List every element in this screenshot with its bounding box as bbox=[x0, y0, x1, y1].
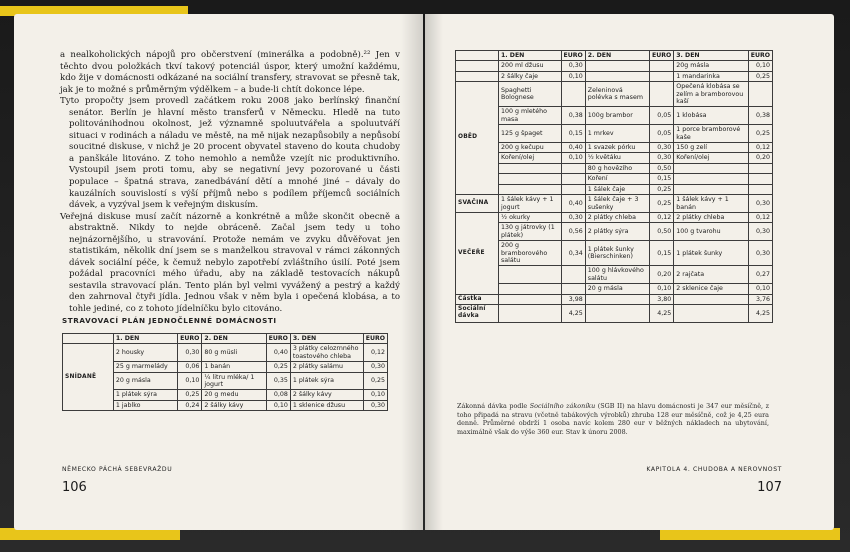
item-cell: 1 sklenice džusu bbox=[290, 400, 363, 410]
price-cell: 0,50 bbox=[649, 163, 673, 173]
item-cell bbox=[585, 304, 649, 322]
page-number: 106 bbox=[62, 480, 87, 495]
price-cell: 0,25 bbox=[748, 125, 772, 143]
item-cell bbox=[674, 174, 748, 184]
item-cell: 100g brambor bbox=[585, 107, 649, 125]
paragraph: Tyto propočty jsem provedl začátkem roku 2008 jako berlínský finanční senátor. Berlín je hlavní město transferů v Německu. Hledě na tuto politovánihodnou okolnost, jež významně spoluutvářela a spoluutváří situaci v rodinách a náladu ve městě, na mě nijak nezapůsobily a nepůsobí soucitné diskuse, v nichž je 20 procent obyvatel staveno do kouta chudoby a panškále litováno. Z toho nemohlo a nemůže vzejít nic produktivního. Vystoupil jsem proti tomu, aby se negativní jevy pozorované u části populace – špatná strava, zanedbávání dětí a mnohé jiné – dávaly do kauzálních souvislostí s výší příjmů nebo s podílem příjemců sociálních dávek, a vyzýval jsem k veřejným diskusím. bbox=[60, 96, 400, 211]
price-cell: 0,15 bbox=[561, 125, 585, 143]
meal-label bbox=[456, 61, 499, 71]
price-cell: 0,30 bbox=[748, 195, 772, 213]
item-cell bbox=[499, 266, 562, 284]
column-header: EURO bbox=[748, 51, 772, 61]
price-cell: 0,12 bbox=[649, 212, 673, 222]
table-header-row bbox=[456, 51, 773, 61]
price-cell: 0,05 bbox=[649, 107, 673, 125]
price-cell: 0,38 bbox=[748, 107, 772, 125]
meal-label: SVAČINA bbox=[456, 195, 499, 213]
price-cell: 0,25 bbox=[748, 71, 772, 81]
column-header: EURO bbox=[266, 334, 290, 344]
price-cell: 0,40 bbox=[561, 195, 585, 213]
table-row bbox=[456, 294, 773, 304]
price-cell: 0,20 bbox=[748, 153, 772, 163]
table-footnote bbox=[457, 402, 769, 436]
column-header: 1. DEN bbox=[113, 334, 177, 344]
item-cell bbox=[674, 304, 748, 322]
price-cell: 0,30 bbox=[561, 212, 585, 222]
item-cell: 2 plátky chleba bbox=[674, 212, 748, 222]
price-cell: 0,38 bbox=[561, 107, 585, 125]
running-head: NĚMECKO PÁCHÁ SEBEVRAŽDU bbox=[62, 466, 173, 473]
table-header-row bbox=[63, 334, 388, 344]
price-cell bbox=[748, 82, 772, 107]
price-cell bbox=[561, 82, 585, 107]
price-cell: 0,05 bbox=[649, 125, 673, 143]
item-cell: ½ květáku bbox=[585, 153, 649, 163]
item-cell: 20 g másla bbox=[113, 372, 177, 390]
table-row bbox=[456, 107, 773, 125]
item-cell: 2 sklenice čaje bbox=[674, 284, 748, 294]
table-row bbox=[456, 82, 773, 107]
item-cell bbox=[585, 61, 649, 71]
item-cell bbox=[499, 294, 562, 304]
item-cell: 150 g zelí bbox=[674, 143, 748, 153]
gutter-shadow bbox=[425, 14, 443, 530]
price-cell: 0,30 bbox=[748, 223, 772, 241]
item-cell: 1 plátek šunky (Bierschinken) bbox=[585, 241, 649, 266]
item-cell bbox=[499, 163, 562, 173]
column-header: 2. DEN bbox=[585, 51, 649, 61]
item-cell: Opečená klobása se zelím a bramborovou kaší bbox=[674, 82, 748, 107]
right-page bbox=[425, 14, 834, 530]
price-cell bbox=[649, 71, 673, 81]
page-number: 107 bbox=[757, 480, 782, 495]
item-cell: 1 šálek kávy + 1 banán bbox=[674, 195, 748, 213]
price-cell: 0,10 bbox=[748, 61, 772, 71]
table-row bbox=[456, 163, 773, 173]
price-cell: 0,10 bbox=[649, 284, 673, 294]
section-title: STRAVOVACÍ PLÁN JEDNOČLENNÉ DOMÁCNOSTI bbox=[62, 316, 277, 325]
price-cell bbox=[561, 284, 585, 294]
price-cell: 4,25 bbox=[649, 304, 673, 322]
price-cell bbox=[561, 266, 585, 284]
price-cell: 0,10 bbox=[266, 400, 290, 410]
item-cell: 2 plátky sýra bbox=[585, 223, 649, 241]
item-cell bbox=[499, 184, 562, 194]
price-cell: 0,10 bbox=[178, 372, 202, 390]
price-cell bbox=[561, 163, 585, 173]
table-row bbox=[456, 125, 773, 143]
price-cell: 0,25 bbox=[649, 184, 673, 194]
item-cell: 1 porce bramborové kaše bbox=[674, 125, 748, 143]
price-cell: 3,80 bbox=[649, 294, 673, 304]
table-row bbox=[456, 241, 773, 266]
item-cell: 2 šálky čaje bbox=[499, 71, 562, 81]
item-cell: Spaghetti Bolognese bbox=[499, 82, 562, 107]
price-cell: 0,35 bbox=[266, 372, 290, 390]
price-cell: 0,30 bbox=[561, 61, 585, 71]
price-cell bbox=[748, 163, 772, 173]
item-cell: ¼ litru mléka/ 1 jogurt bbox=[202, 372, 266, 390]
item-cell: 1 plátek sýra bbox=[113, 390, 177, 400]
item-cell: 200 g bramborového salátu bbox=[499, 241, 562, 266]
table-row bbox=[456, 143, 773, 153]
price-cell: 0,40 bbox=[561, 143, 585, 153]
price-cell: 0,08 bbox=[266, 390, 290, 400]
item-cell: ½ okurky bbox=[499, 212, 562, 222]
price-cell: 0,12 bbox=[363, 344, 387, 362]
price-cell: 0,30 bbox=[649, 143, 673, 153]
item-cell: 1 banán bbox=[202, 362, 266, 372]
price-cell: 0,34 bbox=[561, 241, 585, 266]
item-cell: 130 g játrovky (1 plátek) bbox=[499, 223, 562, 241]
price-cell: 0,15 bbox=[649, 174, 673, 184]
item-cell: 100 g tvarohu bbox=[674, 223, 748, 241]
price-cell: 0,50 bbox=[649, 223, 673, 241]
price-cell: 0,30 bbox=[178, 344, 202, 362]
table-row bbox=[456, 174, 773, 184]
table-row bbox=[456, 266, 773, 284]
item-cell: 1 plátek sýra bbox=[290, 372, 363, 390]
price-cell: 0,10 bbox=[561, 71, 585, 81]
item-cell bbox=[585, 71, 649, 81]
column-header: 3. DEN bbox=[674, 51, 748, 61]
item-cell: 80 g müsli bbox=[202, 344, 266, 362]
table-row bbox=[63, 344, 388, 362]
price-cell: 0,24 bbox=[178, 400, 202, 410]
price-cell: 4,25 bbox=[561, 304, 585, 322]
table-row bbox=[456, 195, 773, 213]
price-cell: 0,10 bbox=[363, 390, 387, 400]
meal-label: OBĚD bbox=[456, 82, 499, 195]
price-cell: 0,12 bbox=[748, 212, 772, 222]
price-cell: 0,25 bbox=[649, 195, 673, 213]
column-header: EURO bbox=[649, 51, 673, 61]
price-cell bbox=[748, 184, 772, 194]
item-cell: 2 housky bbox=[113, 344, 177, 362]
item-cell: Koření bbox=[585, 174, 649, 184]
item-cell: 2 plátky chleba bbox=[585, 212, 649, 222]
item-cell: Koření/olej bbox=[499, 153, 562, 163]
price-cell: 0,30 bbox=[363, 400, 387, 410]
item-cell: 1 šálek kávy + 1 jogurt bbox=[499, 195, 562, 213]
item-cell bbox=[585, 294, 649, 304]
gutter-shadow bbox=[401, 14, 423, 530]
item-cell: 2 šálky kávy bbox=[290, 390, 363, 400]
column-header: EURO bbox=[178, 334, 202, 344]
table-row bbox=[456, 304, 773, 322]
item-cell: 2 rajčata bbox=[674, 266, 748, 284]
item-cell: 1 šálek čaje bbox=[585, 184, 649, 194]
price-cell: 0,20 bbox=[649, 266, 673, 284]
meal-label: Částka bbox=[456, 294, 499, 304]
price-cell: 0,30 bbox=[649, 153, 673, 163]
column-header: EURO bbox=[363, 334, 387, 344]
running-head: KAPITOLA 4. CHUDOBA A NEROVNOST bbox=[646, 466, 782, 473]
price-cell: 0,30 bbox=[748, 241, 772, 266]
footnote-lead: Zákonná dávka podle bbox=[457, 402, 530, 410]
table-row bbox=[456, 153, 773, 163]
item-cell: 3 plátky celozrnného toastového chleba bbox=[290, 344, 363, 362]
item-cell: 2 šálky kávy bbox=[202, 400, 266, 410]
column-header: 1. DEN bbox=[499, 51, 562, 61]
item-cell: 100 g mletého masa bbox=[499, 107, 562, 125]
item-cell: 200 ml džusu bbox=[499, 61, 562, 71]
price-cell: 0,10 bbox=[561, 153, 585, 163]
meal-plan-table-continued bbox=[455, 50, 773, 323]
meal-label: SNÍDANĚ bbox=[63, 344, 114, 411]
item-cell: 200 g kečupu bbox=[499, 143, 562, 153]
column-header: 2. DEN bbox=[202, 334, 266, 344]
price-cell bbox=[649, 82, 673, 107]
table-row bbox=[456, 223, 773, 241]
item-cell bbox=[674, 184, 748, 194]
price-cell: 3,98 bbox=[561, 294, 585, 304]
body-text bbox=[60, 50, 400, 316]
price-cell: 0,30 bbox=[363, 362, 387, 372]
price-cell: 0,06 bbox=[178, 362, 202, 372]
price-cell: 0,25 bbox=[363, 372, 387, 390]
meal-label bbox=[456, 71, 499, 81]
item-cell: 1 mrkev bbox=[585, 125, 649, 143]
price-cell: 0,27 bbox=[748, 266, 772, 284]
price-cell: 3,76 bbox=[748, 294, 772, 304]
price-cell: 4,25 bbox=[748, 304, 772, 322]
meal-label: VEČEŘE bbox=[456, 212, 499, 294]
table-row bbox=[456, 212, 773, 222]
footnote-rest: (SGB II) na hlavu domácnosti je 347 eur měsíčně, z toho připadá na stravu (včetně tabákových výrobků) zhruba 128 eur měsíčně, což je 4,25 eura denně. Průměrné obdrží 1 osoba navíc kolem 280 eur v běžných nákladech na ubytování, maximálně však do výše 360 eur. Stav k únoru 2008. bbox=[457, 402, 769, 436]
meal-plan-table bbox=[62, 333, 388, 411]
price-cell bbox=[748, 174, 772, 184]
item-cell: Zeleninová polévka s masem bbox=[585, 82, 649, 107]
price-cell: 0,40 bbox=[266, 344, 290, 362]
item-cell: 1 šálek čaje + 3 sušenky bbox=[585, 195, 649, 213]
item-cell bbox=[499, 304, 562, 322]
table-row bbox=[456, 61, 773, 71]
meal-label: Sociální dávka bbox=[456, 304, 499, 322]
item-cell: 125 g špaget bbox=[499, 125, 562, 143]
item-cell bbox=[499, 174, 562, 184]
table-row bbox=[456, 184, 773, 194]
item-cell: Koření/olej bbox=[674, 153, 748, 163]
item-cell: 1 svazek pórku bbox=[585, 143, 649, 153]
paragraph: a nealkoholických nápojů pro občerstvení (minerálka a podobně).²² Jen v těchto dvou položkách tkví takový potenciál úspor, který umožní každému, kdo žije v domácnosti odkázané na sociální transfery, stravovat se přesně tak, jak je to možné s průměrným výdělkem – a bude-li chtít dokonce lépe. bbox=[60, 50, 400, 95]
price-cell: 0,25 bbox=[178, 390, 202, 400]
column-header bbox=[63, 334, 114, 344]
price-cell: 0,10 bbox=[748, 284, 772, 294]
item-cell: 80 g hovězího bbox=[585, 163, 649, 173]
item-cell: 25 g marmelády bbox=[113, 362, 177, 372]
paragraph: Veřejná diskuse musí začít názorně a konkrétně a může skončit obecně a abstraktně. Nikdy to nejde obráceně. Začal jsem tedy u toho nejnázornějšího, u stravování. Protože nemám ve zvyku důvěřovat jen statistikám, několik dní jsem se s manželkou stravoval v rámci zákonných dávek sociální péče, k čemuž nebylo zapotřebí zvláštního úsilí. Poté jsem požádal pracovníci mého úřadu, aby na základě testovacích nákupů sestavila stravovací plán. Tento plán byl velmi vyvážený a pestrý a každý den zahrnoval čtyři jídla. Jednou však v něm byla i opečená klobása, a to tohle jediné, co z tohoto jídelníčku bylo citováno. bbox=[60, 211, 400, 315]
price-cell bbox=[561, 174, 585, 184]
price-cell: 0,56 bbox=[561, 223, 585, 241]
item-cell bbox=[674, 163, 748, 173]
price-cell bbox=[561, 184, 585, 194]
price-cell: 0,25 bbox=[266, 362, 290, 372]
item-cell: 20g másla bbox=[674, 61, 748, 71]
price-cell: 0,12 bbox=[748, 143, 772, 153]
item-cell: 20 g medu bbox=[202, 390, 266, 400]
footnote-italic: Sociálního zákoníku bbox=[529, 402, 596, 410]
item-cell: 20 g másla bbox=[585, 284, 649, 294]
column-header: EURO bbox=[561, 51, 585, 61]
item-cell: 2 plátky salámu bbox=[290, 362, 363, 372]
item-cell: 1 plátek šunky bbox=[674, 241, 748, 266]
item-cell bbox=[499, 284, 562, 294]
column-header: 3. DEN bbox=[290, 334, 363, 344]
column-header bbox=[456, 51, 499, 61]
item-cell: 1 klobása bbox=[674, 107, 748, 125]
table-row bbox=[456, 284, 773, 294]
item-cell: 100 g hlávkového salátu bbox=[585, 266, 649, 284]
table-row bbox=[456, 71, 773, 81]
item-cell bbox=[674, 294, 748, 304]
item-cell: 1 mandarinka bbox=[674, 71, 748, 81]
price-cell: 0,15 bbox=[649, 241, 673, 266]
item-cell: 1 jablko bbox=[113, 400, 177, 410]
price-cell bbox=[649, 61, 673, 71]
left-page bbox=[14, 14, 423, 530]
